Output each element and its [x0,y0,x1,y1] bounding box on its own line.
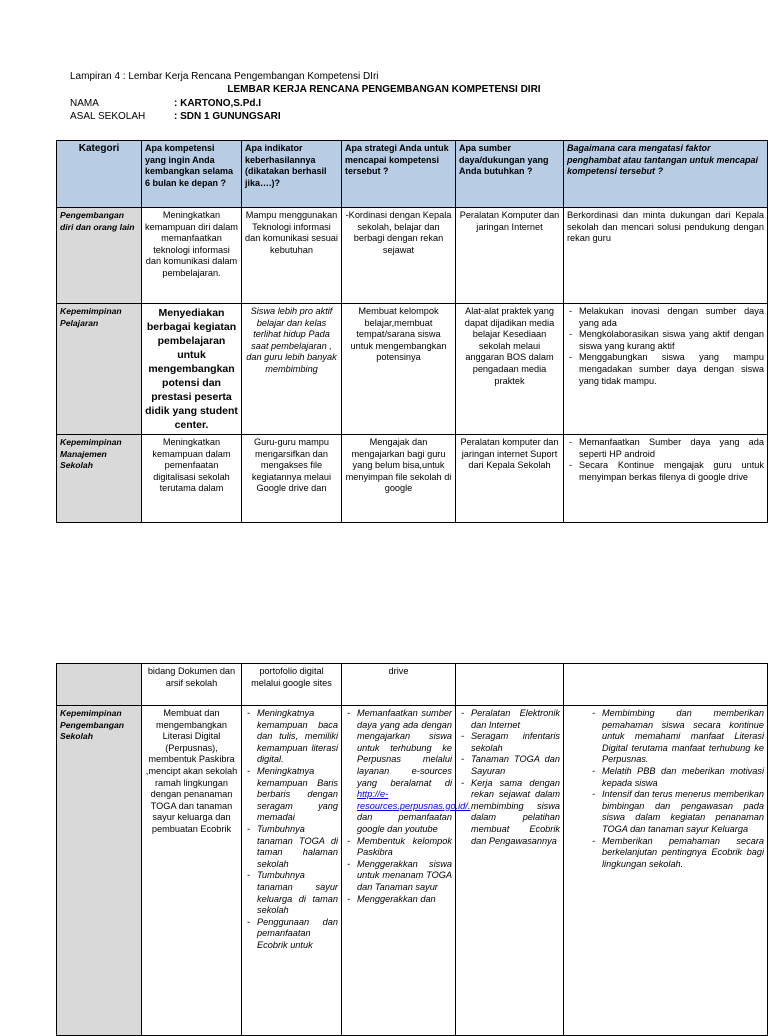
header-mengatasi: Bagaimana cara mengatasi faktor penghambat atau tantangan untuk mencapai kompetensi tersebut ? [564,141,768,208]
list-item: - Memberikan pemahaman secara berkelanjutan pentingnya Ecobrik bagi lingkungan sekolah. [602,836,764,871]
list-item: - Tanaman TOGA dan Sayuran [471,754,560,777]
list-item: - Melatih PBB dan meberikan motivasi kepada siswa [602,766,764,789]
sekolah-label: ASAL SEKOLAH [70,111,146,122]
list-item [357,708,471,836]
row-kompetensi: Menyediakan berbagai kegiatan pembelajaran untuk mengembangkan potensi dan prestasi peserta didik yang student center. [142,304,242,435]
sumber-daya-list [459,708,560,847]
row-category: Kepemimpinan Pelajaran [57,304,142,435]
row-indikator: Guru-guru mampu mengarsifkan dan mengakses file kegiatannya melaui Google drive dan [242,435,342,523]
header-row [57,141,768,208]
row-sumber-daya: Peralatan Komputer dan jaringan Internet [456,208,564,304]
sekolah-value: : SDN 1 GUNUNGSARI [174,111,281,122]
list-item: - Memanfaatkan Sumber daya yang ada seperti HP android [579,437,764,460]
indikator-list [245,708,338,951]
row-strategi: -Kordinasi dengan Kepala sekolah, belajar dan berbagi dengan rekan sejawat [342,208,456,304]
row-mengatasi [564,435,768,523]
strategi-text-cont: dan pemanfaatan google dan youtube [357,812,452,834]
list-item: - Tumbuhnya tanaman sayur keluarga di taman sekolah [257,870,338,916]
list-item: - Melakukan inovasi dengan sumber daya yang ada [579,306,764,329]
nama-row [70,98,261,109]
nama-value: : KARTONO,S.Pd.I [174,98,262,109]
row-category: Kepemimpinan Pengembangan Sekolah [57,706,142,1036]
table-row [57,435,768,523]
list-item: - Meningkatnya kemampuan baca dan tulis, memiliki kemampuan literasi digital. [257,708,338,766]
mengatasi-list [567,437,764,483]
table-row [57,706,768,1036]
row-indikator: Mampu menggunakan Teknologi informasi dan komunikasi sesuai kebutuhan [242,208,342,304]
header-sumber-daya: Apa sumber daya/dukungan yang Anda butuhkan ? [456,141,564,208]
table-row-continued [57,664,768,706]
strategi-text: Memanfaatkan sumber daya yang ada dengan mengajarkan siswa untuk terhubung ke Perpusnas melalui layanan e-sources yang beralamat di [357,708,452,788]
row-mengatasi [564,304,768,435]
list-item: - Penggunaan dan pemanfaatan Ecobrik untuk [257,917,338,952]
perpusnas-link[interactable]: http://e-resources.perpusnas.go.id/. [357,789,471,811]
competency-table-page1 [56,140,768,523]
row-sumber-daya [456,664,564,706]
row-indikator [242,706,342,1036]
row-category: Pengembangan diri dan orang lain [57,208,142,304]
mengatasi-list [567,306,764,387]
header-strategi: Apa strategi Anda untuk mencapai kompetensi tersebut ? [342,141,456,208]
list-item: - Kerja sama dengan rekan sejawat dalam membimbing siswa dalam pelatihan membuat Ecobrik dan Pengawasannya [471,778,560,848]
list-item: - Menggerakkan dan [357,894,452,906]
strategi-list [345,708,471,905]
mengatasi-list [590,708,764,870]
row-strategi: Membuat kelompok belajar,membuat tempat/sarana siswa untuk mengembangkan potensinya [342,304,456,435]
list-item: - Menggabungkan siswa yang mampu mengadakan sumber daya dengan siswa yang tidak mampu. [579,352,764,387]
lampiran-line: Lampiran 4 : Lembar Kerja Rencana Pengembangan Kompetensi DIri [70,71,379,82]
row-category [57,664,142,706]
row-mengatasi [564,706,768,1036]
row-strategi: Mengajak dan mengajarkan bagi guru yang belum bisa,untuk menyimpan file sekolah di google [342,435,456,523]
list-item: - Peralatan Elektronik dan Internet [471,708,560,731]
list-item: - Intensif dan terus menerus memberikan bimbingan dan pengawasan pada siswa dalam kegiatan penanaman TOGA dan tanaman sayur Keluarga [602,789,764,835]
row-kompetensi: Meningkatkan kemampuan dalam pemenfaatan digitalisasi sekolah terutama dalam [142,435,242,523]
row-mengatasi [564,664,768,706]
list-item: - Membimbing dan memberikan pemahaman siswa secara kontinue untuk memahami manfaat Literasi Digital terutama manfaat terhubung ke Perpusnas. [602,708,764,766]
competency-table-page2 [56,663,768,1036]
row-strategi [342,706,471,1036]
list-item: - Tumbuhnya tanaman TOGA di taman halaman sekolah [257,824,338,870]
header-kategori: Kategori [57,141,142,208]
list-item: - Seragam infentaris sekolah [471,731,560,754]
header-indikator: Apa indikator keberhasilannya (dikatakan berhasil jika….)? [242,141,342,208]
row-mengatasi: Berkordinasi dan minta dukungan dari Kepala sekolah dan mencari solusi pendukung dengan rekan guru [564,208,768,304]
row-indikator: portofolio digital melalui google sites [242,664,342,706]
row-sumber-daya [456,706,564,1036]
list-item: - Meningkatnya kemampuan Baris berbaris dengan seragam yang memadai [257,766,338,824]
row-kompetensi: Membuat dan mengembangkan Literasi Digital (Perpusnas), membentuk Paskibra ,mencipt akan sekolah ramah lingkungan dengan penanaman TOGA dan tanaman sayur keluarga dan pembuatan Ecobrik [142,706,242,1036]
row-sumber-daya: Alat-alat praktek yang dapat dijadikan media belajar Kesediaan sekolah melaui anggaran BOS dalam pengadaan media praktek [456,304,564,435]
row-sumber-daya: Peralatan komputer dan jaringan internet Suport dari Kepala Sekolah [456,435,564,523]
list-item: - Membentuk kelompok Paskibra [357,836,452,859]
table-row [57,208,768,304]
header-kompetensi: Apa kompetensi yang ingin Anda kembangkan selama 6 bulan ke depan ? [142,141,242,208]
row-kompetensi: Meningkatkan kemampuan diri dalam memanfaatkan teknologi informasi dan komunikasi dalam pembelajaran. [142,208,242,304]
list-item: - Secara Kontinue mengajak guru untuk menyimpan berkas filenya di google drive [579,460,764,483]
row-indikator: Siswa lebih pro aktif belajar dan kelas terlihat hidup Pada saat pembelajaran , dan guru lebih banyak membimbing [242,304,342,435]
table-row [57,304,768,435]
row-kompetensi: bidang Dokumen dan arsif sekolah [142,664,242,706]
row-strategi: drive [342,664,456,706]
list-item: - Mengkolaborasikan siswa yang aktif dengan siswa yang kurang aktif [579,329,764,352]
document-title: LEMBAR KERJA RENCANA PENGEMBANGAN KOMPETENSI DIRI [227,84,541,95]
nama-label: NAMA [70,98,99,109]
list-item: - Menggerakkan siswa untuk menanam TOGA dan Tanaman sayur [357,859,452,894]
row-category: Kepemimpinan Manajemen Sekolah [57,435,142,523]
sekolah-row [70,111,281,122]
